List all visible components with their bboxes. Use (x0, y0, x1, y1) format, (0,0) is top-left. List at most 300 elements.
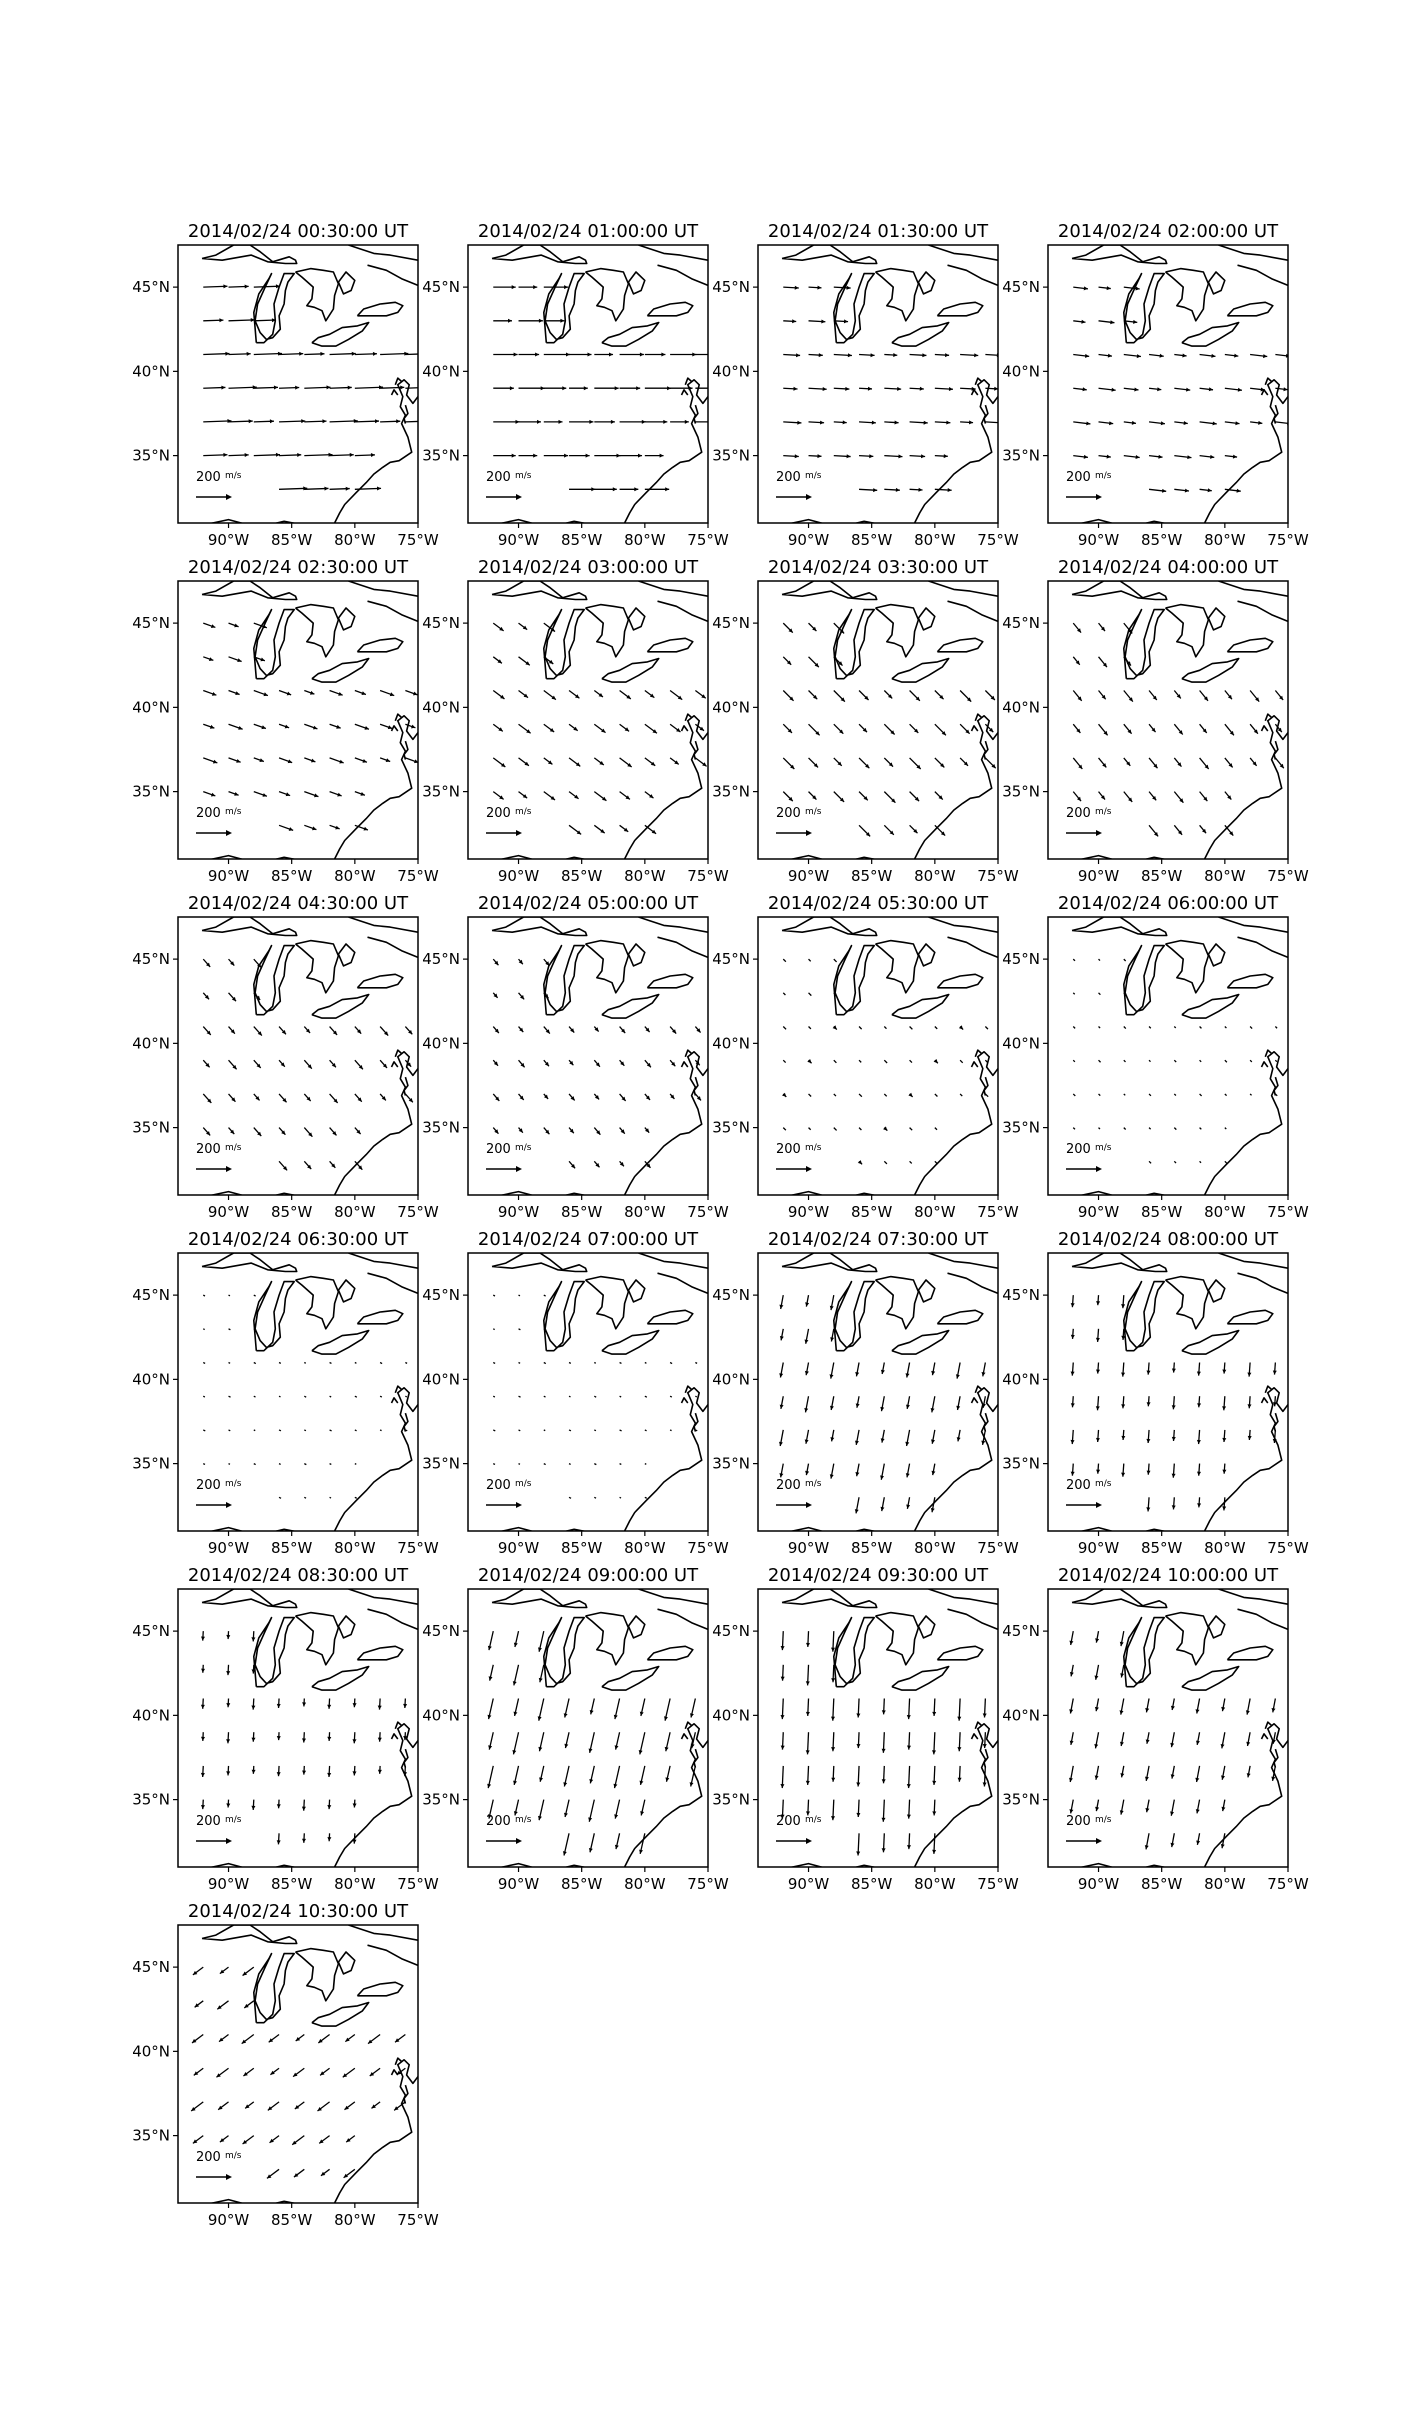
wind-vector (569, 1430, 571, 1431)
wind-vector (1073, 1128, 1075, 1130)
coastline (335, 2060, 418, 2203)
wind-vector (809, 1128, 811, 1130)
wind-vector-head (201, 1737, 205, 1741)
reference-vector-label: 200 $^{m/s}$ (196, 470, 242, 485)
coastline (1182, 323, 1239, 347)
panel-title: 2014/02/24 06:00:00 UT (1057, 893, 1279, 914)
wind-vector-head (782, 1093, 786, 1097)
wind-vector-head (1121, 1304, 1125, 1308)
wind-vector-head (274, 386, 278, 390)
reference-vector-label: 200 $^{m/s}$ (196, 1478, 242, 1493)
wind-vector (783, 993, 785, 995)
wind-vector-head (245, 453, 249, 457)
wind-vector (594, 1363, 595, 1364)
wind-vector (405, 387, 425, 388)
lat-tick-label: 35°N (712, 1454, 750, 1473)
wind-vector-layer (782, 959, 988, 1164)
lon-tick-label: 85°W (850, 1539, 893, 1557)
coastline (349, 245, 419, 260)
wind-vector (203, 421, 231, 422)
wind-vector-head (1147, 1471, 1151, 1475)
coastline (658, 937, 709, 957)
coastline (1166, 269, 1209, 321)
wind-vector-head (562, 386, 566, 390)
coastline (658, 1273, 709, 1293)
coastline (357, 1310, 402, 1324)
lat-tick-label: 35°N (422, 1790, 460, 1809)
wind-vector-head (1208, 488, 1212, 492)
lon-tick-label: 90°W (787, 1539, 830, 1557)
coastline (1219, 917, 1289, 932)
wind-vector-head (792, 319, 796, 323)
wind-vector-layer (1073, 286, 1291, 493)
wind-vector (985, 422, 1002, 423)
wind-vector-head (533, 285, 537, 289)
wind-vector-head (373, 352, 377, 356)
wind-vector-head (1258, 421, 1262, 425)
coastline (335, 1388, 418, 1531)
coastline (1238, 937, 1289, 957)
wind-vector-head (932, 1811, 936, 1815)
wind-vector-head (1222, 1438, 1226, 1442)
coastline (368, 1945, 419, 1965)
lon-tick-label: 90°W (207, 1539, 250, 1557)
wind-vector (279, 1430, 281, 1431)
wind-vector-head (362, 691, 366, 695)
lat-tick-label: 40°N (132, 1706, 170, 1725)
wind-vector (254, 1295, 256, 1296)
wind-vector-head (638, 454, 642, 458)
wind-vector-head (1172, 1369, 1176, 1373)
wind-vector-head (781, 1715, 785, 1719)
wind-vector (594, 1464, 596, 1465)
wind-vector-head (1172, 1474, 1176, 1478)
wind-vector-head (1071, 1440, 1075, 1444)
coastline (368, 937, 419, 957)
lon-tick-label: 80°W (624, 867, 666, 885)
wind-vector-layer (493, 1295, 697, 1498)
wind-vector (809, 1027, 811, 1029)
wind-vector (330, 1396, 332, 1397)
panel-title: 2014/02/24 05:30:00 UT (767, 893, 989, 914)
coastline (349, 1589, 419, 1604)
coastline (639, 1253, 709, 1268)
wind-vector-head (514, 353, 518, 357)
panel-title: 2014/02/24 03:00:00 UT (477, 557, 699, 578)
lon-tick-label: 80°W (1204, 867, 1246, 885)
wind-vector-head (353, 1771, 357, 1775)
wind-vector-head (223, 284, 227, 288)
coastline (254, 1618, 294, 1687)
map-panel (712, 893, 1019, 1221)
wind-vector-head (348, 386, 352, 390)
wind-vector-head (1137, 354, 1141, 358)
wind-vector-head (223, 453, 227, 457)
reference-vector-head (226, 1502, 232, 1508)
panel-title: 2014/02/24 10:00:00 UT (1057, 1565, 1279, 1586)
wind-vector-head (796, 353, 800, 357)
wind-vector-head (1132, 421, 1136, 425)
wind-vector-head (1096, 1406, 1100, 1410)
wind-vector-head (1121, 1404, 1125, 1408)
wind-vector-head (226, 1803, 230, 1807)
wind-vector (1200, 1128, 1202, 1130)
map-panel (1002, 221, 1309, 549)
reference-vector-head (516, 830, 522, 836)
lon-tick-label: 90°W (787, 867, 830, 885)
wind-vector-head (251, 1637, 255, 1641)
reference-vector-label: 200 $^{m/s}$ (196, 806, 242, 821)
wind-vector (254, 1329, 256, 1330)
wind-vector (1225, 1128, 1226, 1129)
coastline (782, 1253, 877, 1272)
wind-vector-head (1121, 1373, 1125, 1377)
lat-tick-label: 35°N (422, 782, 460, 801)
wind-vector-layer (203, 623, 418, 831)
wind-vector-head (285, 725, 289, 729)
coastline (682, 1062, 688, 1067)
lat-tick-label: 40°N (1002, 1370, 1040, 1389)
coastline (1182, 1667, 1239, 1691)
coastline (1227, 974, 1272, 988)
wind-vector (935, 1094, 938, 1097)
coastline (335, 1052, 418, 1195)
wind-vector-head (396, 419, 400, 423)
coastline (202, 1589, 297, 1608)
wind-vector-head (1197, 1503, 1201, 1507)
coastline (1182, 659, 1239, 683)
wind-vector-head (235, 691, 239, 695)
coastline (625, 1724, 708, 1867)
wind-vector-head (806, 1681, 810, 1685)
reference-vector-label: 200 $^{m/s}$ (1066, 806, 1112, 821)
wind-vector-head (339, 760, 343, 764)
wind-vector (1149, 1128, 1151, 1130)
coastline (368, 1273, 419, 1293)
coastline (392, 1734, 398, 1739)
lon-tick-label: 75°W (397, 867, 439, 885)
map-panel (132, 1901, 439, 2229)
wind-vector-head (848, 353, 852, 357)
coastline (915, 1388, 998, 1531)
wind-vector (834, 1128, 837, 1131)
lon-tick-label: 85°W (270, 531, 313, 549)
wind-vector (493, 1396, 495, 1397)
wind-vector-head (264, 692, 268, 696)
wind-vector (1250, 1094, 1251, 1095)
wind-vector-head (302, 1702, 306, 1706)
wind-vector-head (1222, 1506, 1226, 1510)
wind-vector-head (535, 353, 539, 357)
lat-tick-label: 35°N (712, 782, 750, 801)
wind-vector (405, 1363, 407, 1364)
coastline (492, 1589, 587, 1608)
lon-tick-label: 85°W (850, 1203, 893, 1221)
wind-vector-head (613, 487, 617, 491)
wind-vector-head (588, 353, 592, 357)
wind-vector (380, 354, 408, 355)
wind-vector-head (634, 487, 638, 491)
wind-vector-head (201, 1669, 205, 1673)
coastline (682, 390, 688, 395)
panel-title: 2014/02/24 06:30:00 UT (187, 1229, 409, 1250)
coastline (1072, 1589, 1167, 1608)
map-panel (422, 557, 729, 885)
wind-vector-head (869, 454, 873, 458)
wind-vector (203, 1464, 205, 1465)
wind-vector (884, 1161, 887, 1164)
wind-vector (1124, 1027, 1126, 1029)
lon-tick-label: 85°W (1140, 1539, 1183, 1557)
wind-vector (203, 1295, 205, 1296)
wind-vector-head (1146, 1507, 1150, 1511)
map-panel (712, 557, 1019, 885)
lon-tick-label: 90°W (497, 1203, 540, 1221)
wind-vector-head (1222, 1406, 1226, 1410)
wind-vector-head (559, 420, 563, 424)
lon-tick-label: 90°W (497, 1539, 540, 1557)
map-panel (422, 893, 729, 1221)
wind-vector-head (238, 726, 242, 730)
wind-vector-head (716, 420, 720, 424)
coastline (1182, 995, 1239, 1019)
coastline (647, 1646, 692, 1660)
coastline (1262, 1062, 1268, 1067)
coastline (628, 1616, 644, 1638)
wind-vector-head (660, 454, 664, 458)
reference-vector-head (516, 1838, 522, 1844)
coastline (1072, 917, 1167, 936)
wind-vector-head (234, 792, 238, 796)
wind-vector-head (857, 1744, 861, 1748)
wind-vector-head (1084, 286, 1088, 290)
wind-vector (254, 1430, 255, 1431)
wind-vector-layer (783, 623, 995, 836)
coastline (1205, 1388, 1288, 1531)
lon-tick-label: 80°W (914, 867, 956, 885)
coastline (1124, 610, 1164, 679)
coastline (1219, 1253, 1289, 1268)
map-panel (1002, 1565, 1309, 1893)
wind-vector-head (847, 454, 851, 458)
coastline (876, 1277, 919, 1329)
wind-vector-head (897, 387, 901, 391)
wind-vector-head (907, 1845, 911, 1849)
wind-vector-layer (1073, 959, 1277, 1163)
wind-vector (493, 1295, 495, 1296)
lon-tick-label: 90°W (787, 531, 830, 549)
wind-vector (493, 1329, 494, 1330)
wind-vector-head (957, 1747, 961, 1751)
wind-vector-head (831, 1816, 835, 1820)
wind-vector-head (934, 1059, 938, 1063)
coastline (892, 995, 949, 1019)
lon-tick-label: 75°W (977, 531, 1019, 549)
reference-vector-head (806, 830, 812, 836)
coastline (915, 1052, 998, 1195)
map-panel (132, 1565, 439, 1893)
wind-vector (229, 1295, 230, 1296)
lon-tick-label: 85°W (560, 1539, 603, 1557)
wind-vector-head (249, 419, 253, 423)
coastline (628, 944, 644, 966)
wind-vector-head (245, 285, 249, 289)
lat-tick-label: 45°N (422, 278, 460, 297)
lat-tick-label: 35°N (422, 1454, 460, 1473)
coastline (1072, 1253, 1167, 1272)
wind-vector (670, 1396, 672, 1397)
lat-tick-label: 40°N (712, 1706, 750, 1725)
coastline (1205, 1724, 1288, 1867)
coastline (1124, 946, 1164, 1015)
wind-vector (1124, 959, 1126, 961)
wind-vector (1124, 1094, 1125, 1095)
lon-tick-label: 90°W (1077, 867, 1120, 885)
wind-vector-head (353, 1703, 357, 1707)
lon-tick-label: 80°W (334, 1539, 376, 1557)
coastline (544, 274, 584, 343)
reference-vector-label: 200 $^{m/s}$ (776, 1478, 822, 1493)
coastline (602, 659, 659, 683)
wind-vector (1149, 1094, 1151, 1096)
wind-vector (1099, 1027, 1101, 1029)
coastline (1124, 1618, 1164, 1687)
map-panel (422, 221, 729, 549)
wind-vector (620, 1497, 621, 1498)
coastline (296, 941, 339, 993)
wind-vector-head (882, 1848, 886, 1852)
coastline (1238, 1273, 1289, 1293)
reference-vector-head (226, 494, 232, 500)
wind-vector-head (1147, 1371, 1151, 1375)
wind-vector (279, 1464, 281, 1465)
coastline (876, 1613, 919, 1665)
wind-vector (1200, 1161, 1201, 1162)
reference-vector-label: 200 $^{m/s}$ (1066, 470, 1112, 485)
lon-tick-label: 90°W (1077, 1539, 1120, 1557)
wind-vector-head (252, 1738, 256, 1742)
wind-vector-head (209, 657, 213, 661)
wind-vector-head (299, 352, 303, 356)
wind-vector (304, 455, 332, 456)
coastline (1227, 302, 1272, 316)
coastline (834, 946, 874, 1015)
wind-vector-head (856, 1813, 860, 1817)
wind-vector-head (353, 1840, 357, 1844)
lon-tick-label: 80°W (914, 1539, 956, 1557)
wind-vector (405, 1396, 406, 1397)
wind-vector-head (1222, 1470, 1226, 1474)
coastline (782, 917, 877, 936)
coastline (296, 1277, 339, 1329)
lon-tick-label: 80°W (624, 1203, 666, 1221)
lat-tick-label: 40°N (422, 1706, 460, 1725)
lat-tick-label: 45°N (132, 278, 170, 297)
lon-tick-label: 75°W (1267, 867, 1309, 885)
reference-vector-label: 200 $^{m/s}$ (776, 806, 822, 821)
coastline (349, 917, 419, 932)
wind-vector (1250, 1060, 1252, 1062)
coastline (1238, 265, 1289, 285)
wind-vector-head (371, 453, 375, 457)
wind-vector-head (806, 1781, 810, 1785)
wind-vector-head (640, 353, 644, 357)
coastline (929, 1589, 999, 1604)
wind-vector-head (908, 1093, 912, 1097)
lon-tick-label: 75°W (397, 1539, 439, 1557)
lat-tick-label: 45°N (422, 614, 460, 633)
wind-vector-head (983, 1782, 987, 1786)
wind-vector-head (831, 1747, 835, 1751)
lon-tick-label: 80°W (334, 2211, 376, 2229)
wind-vector-head (1121, 1436, 1125, 1440)
coastline (972, 1062, 978, 1067)
wind-vector (355, 1396, 357, 1397)
wind-vector-head (277, 1804, 281, 1808)
coastline (625, 716, 708, 859)
coastline (602, 1331, 659, 1355)
wind-vector-head (883, 1126, 887, 1130)
coastline (357, 1982, 402, 1996)
wind-vector-head (312, 826, 316, 830)
lat-tick-label: 35°N (132, 446, 170, 465)
wind-vector (229, 1464, 230, 1465)
wind-vector-head (823, 387, 827, 391)
wind-vector (670, 1430, 671, 1431)
coastline (918, 1280, 934, 1302)
coastline (254, 274, 294, 343)
coastline (682, 726, 688, 731)
wind-vector-head (226, 1771, 230, 1775)
wind-vector-head (856, 1851, 860, 1855)
coastline (254, 610, 294, 679)
coastline (915, 380, 998, 523)
lon-tick-label: 85°W (1140, 1875, 1183, 1893)
wind-vector-head (378, 1706, 382, 1710)
wind-vector-head (896, 488, 900, 492)
wind-vector (985, 1060, 987, 1062)
wind-vector (1174, 1128, 1176, 1130)
wind-vector (229, 1363, 231, 1364)
wind-vector-head (1197, 1440, 1201, 1444)
coastline (1124, 1282, 1164, 1351)
wind-vector-head (819, 353, 823, 357)
wind-vector-head (277, 1704, 281, 1708)
lat-tick-label: 40°N (1002, 1034, 1040, 1053)
coastline (312, 323, 369, 347)
panel-title: 2014/02/24 01:00:00 UT (477, 221, 699, 242)
coastline (1124, 274, 1164, 343)
wind-vector-head (945, 353, 949, 357)
wind-vector-head (247, 352, 251, 356)
wind-vector-head (1172, 1505, 1176, 1509)
wind-vector-head (609, 353, 613, 357)
wind-vector-head (314, 793, 318, 797)
wind-vector (304, 1363, 305, 1364)
coastline (338, 944, 354, 966)
coastline (586, 941, 629, 993)
coastline (937, 302, 982, 316)
reference-vector-label: 200 $^{m/s}$ (486, 1814, 532, 1829)
coastline (1208, 1280, 1224, 1302)
wind-vector (1174, 1060, 1176, 1062)
lon-tick-label: 75°W (397, 1875, 439, 1893)
lon-tick-label: 80°W (334, 1875, 376, 1893)
wind-vector (695, 1396, 696, 1397)
coastline (296, 1949, 339, 2001)
wind-vector (834, 959, 837, 962)
wind-vector (279, 1497, 281, 1498)
